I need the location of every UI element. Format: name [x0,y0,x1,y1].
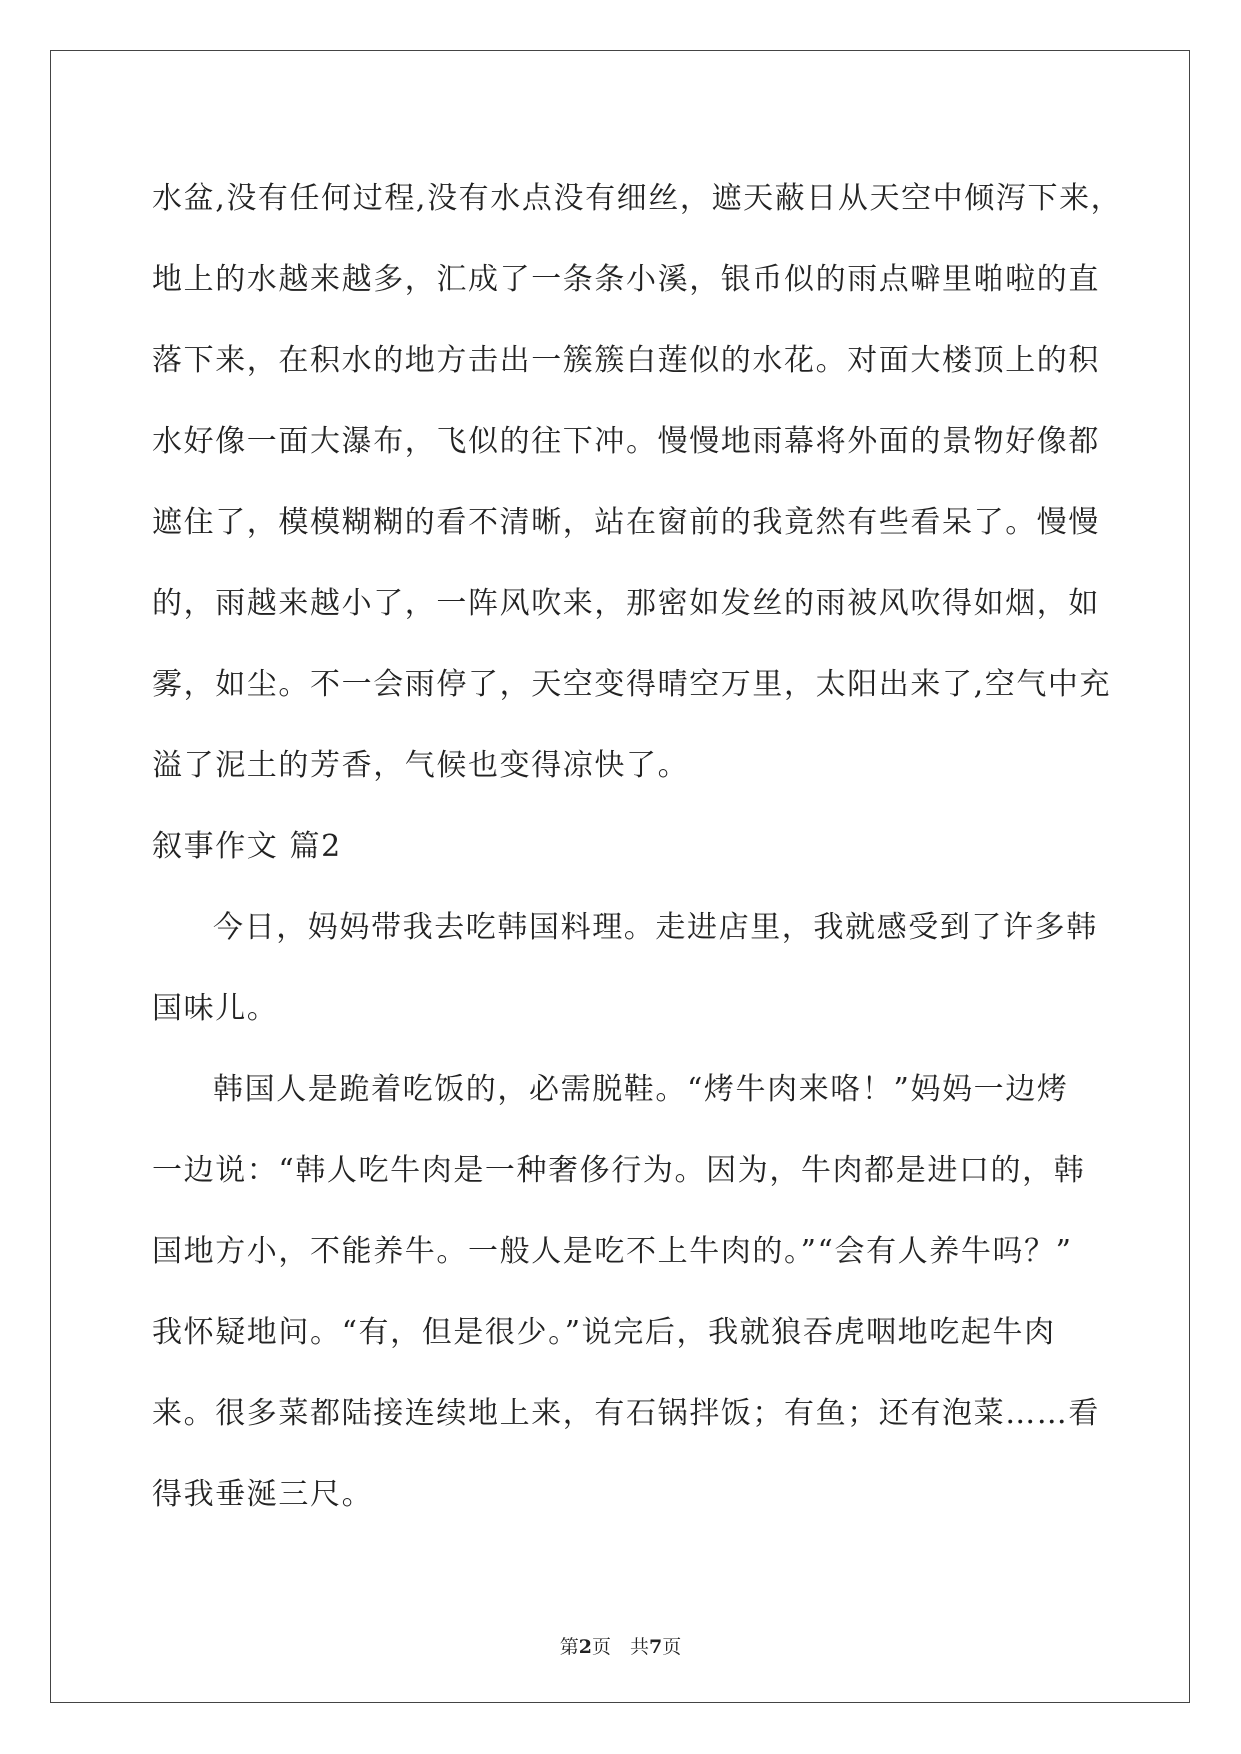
paragraph-1 [152,158,1123,806]
text-line: 得我垂涎三尺。 [152,1477,374,1512]
document-body [152,158,1123,1535]
page-footer [0,1632,1241,1659]
page-suffix: 页 [662,1636,682,1658]
text-line: 今日，妈妈带我去吃韩国料理。走进店里，我就感受到了许多韩 [213,910,1098,945]
paragraph-2 [152,887,1102,1049]
text-line: 水好像一面大瀑布，飞似的往下冲。慢慢地雨幕将外面的景物好像都 [152,424,1100,459]
text-line: 我怀疑地问。“有，但是很少。”说完后，我就狼吞虎咽地吃起牛肉 [152,1315,1056,1350]
section-heading: 叙事作文 篇2 [152,829,342,864]
text-line: 一边说：“韩人吃牛肉是一种奢侈行为。因为，牛肉都是进口的，韩 [152,1153,1086,1188]
text-line: 来。很多菜都陆接连续地上来，有石锅拌饭；有鱼；还有泡菜……看 [152,1396,1100,1431]
current-page-number: 2 [578,1636,592,1658]
text-line: 国地方小，不能养牛。一般人是吃不上牛肉的。”“会有人养牛吗？” [152,1234,1073,1269]
page-mid: 页 共 [591,1636,649,1658]
text-line: 遮住了，模模糊糊的看不清晰，站在窗前的我竟然有些看呆了。慢慢 [152,505,1100,540]
text-line: 地上的水越来越多，汇成了一条条小溪，银币似的雨点噼里啪啦的直 [152,262,1100,297]
page-prefix: 第 [559,1636,579,1658]
paragraph-3 [152,1049,1102,1535]
text-line: 落下来，在积水的地方击出一簇簇白莲似的水花。对面大楼顶上的积 [152,343,1100,378]
text-line: 的，雨越来越小了，一阵风吹来，那密如发丝的雨被风吹得如烟，如 [152,586,1100,621]
text-line: 雾，如尘。不一会雨停了，天空变得晴空万里，太阳出来了,空气中充 [152,667,1112,702]
text-line: 水盆,没有任何过程,没有水点没有细丝，遮天蔽日从天空中倾泻下来， [152,181,1123,216]
total-page-number: 7 [649,1636,663,1658]
text-line: 国味儿。 [152,991,279,1026]
text-line: 韩国人是跪着吃饭的，必需脱鞋。“烤牛肉来咯！”妈妈一边烤 [213,1072,1069,1107]
text-line: 溢了泥土的芳香，气候也变得凉快了。 [152,748,690,783]
